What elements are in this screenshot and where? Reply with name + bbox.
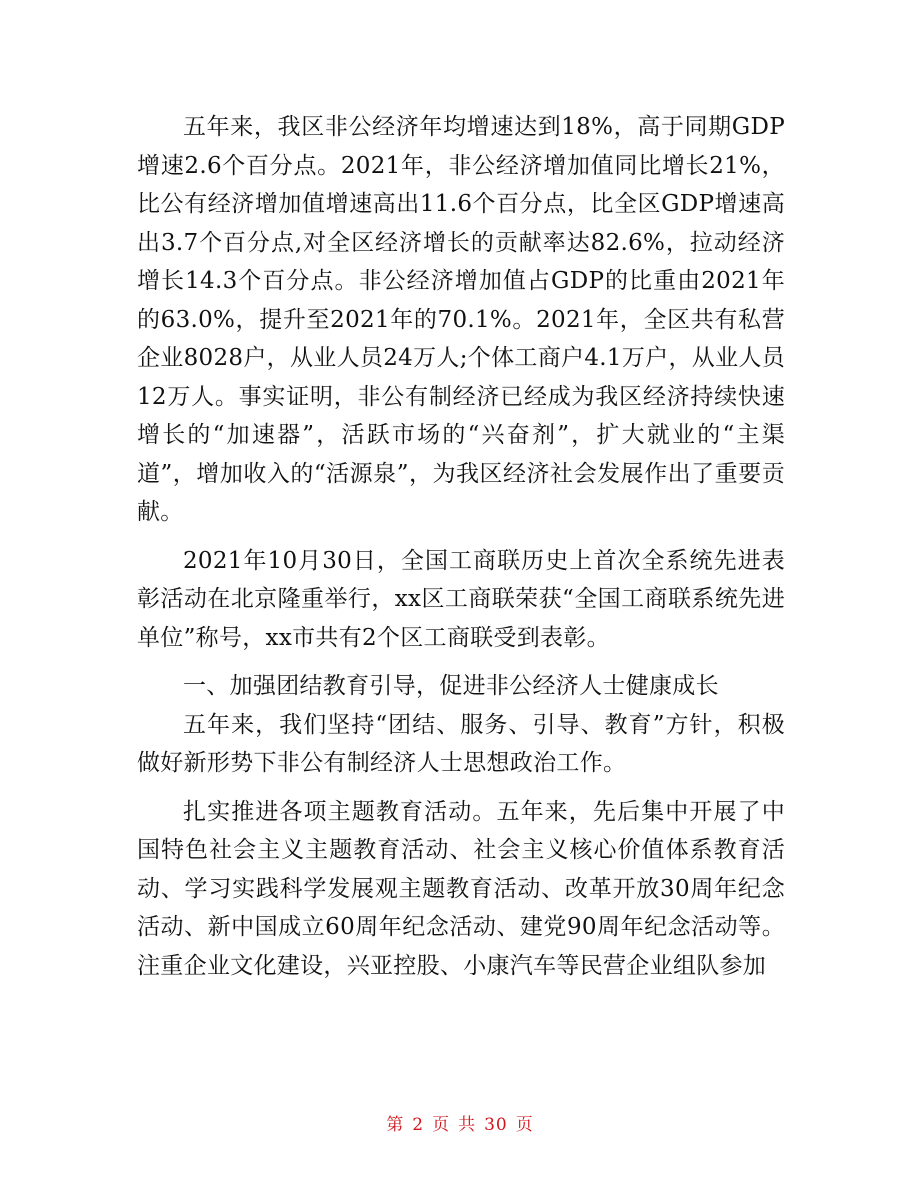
page-footer xyxy=(0,1110,920,1135)
footer-total-prefix: 共 xyxy=(458,1115,477,1135)
paragraph-commendation: 2021年10月30日，全国工商联历史上首次全系统先进表彰活动在北京隆重举行，xx区工商联荣获“全国工商联系统先进单位”称号，xx市共有2个区工商联受到表彰。 xyxy=(137,547,785,651)
footer-page-unit: 页 xyxy=(432,1115,451,1135)
paragraph-economy-stats: 五年来，我区非公经济年均增速达到18%，高于同期GDP增速2.6个百分点。2021年，非公经济增加值同比增长21%，比公有经济增加值增速高出11.6个百分点，比全区GDP增速高出3.7个百分点,对全区经济增长的贡献率达82.6%，拉动经济增长14.3个百分点。非公经济增加值占GDP的比重由2021年的63.0%，提升至2021年的70.1%。2021年，全区共有私营企业8028户，从业人员24万人;个体工商户4.1万户，从业人员12万人。事实证明，非公有制经济已经成为我区经济持续快速增长的“加速器”，活跃市场的“兴奋剂”，扩大就业的“主渠道”，增加收入的“活源泉”，为我区经济社会发展作出了重要贡献。 xyxy=(137,114,785,525)
footer-current-page: 2 xyxy=(412,1115,425,1135)
section-heading: 一、加强团结教育引导，促进非公经济人士健康成长 xyxy=(183,673,719,699)
footer-total-unit: 页 xyxy=(515,1115,534,1135)
document-body xyxy=(137,108,785,985)
footer-prefix: 第 xyxy=(386,1115,405,1135)
paragraph-education-activities: 扎实推进各项主题教育活动。五年来，先后集中开展了中国特色社会主义主题教育活动、社会主义核心价值体系教育活动、学习实践科学发展观主题教育活动、改革开放30周年纪念活动、新中国成立60周年纪念活动、建党90周年纪念活动等。注重企业文化建设，兴亚控股、小康汽车等民营企业组队参加 xyxy=(137,798,785,979)
footer-total-pages: 30 xyxy=(484,1115,508,1135)
paragraph-policy: 五年来，我们坚持“团结、服务、引导、教育”方针，积极做好新形势下非公有制经济人士思想政治工作。 xyxy=(137,711,785,776)
